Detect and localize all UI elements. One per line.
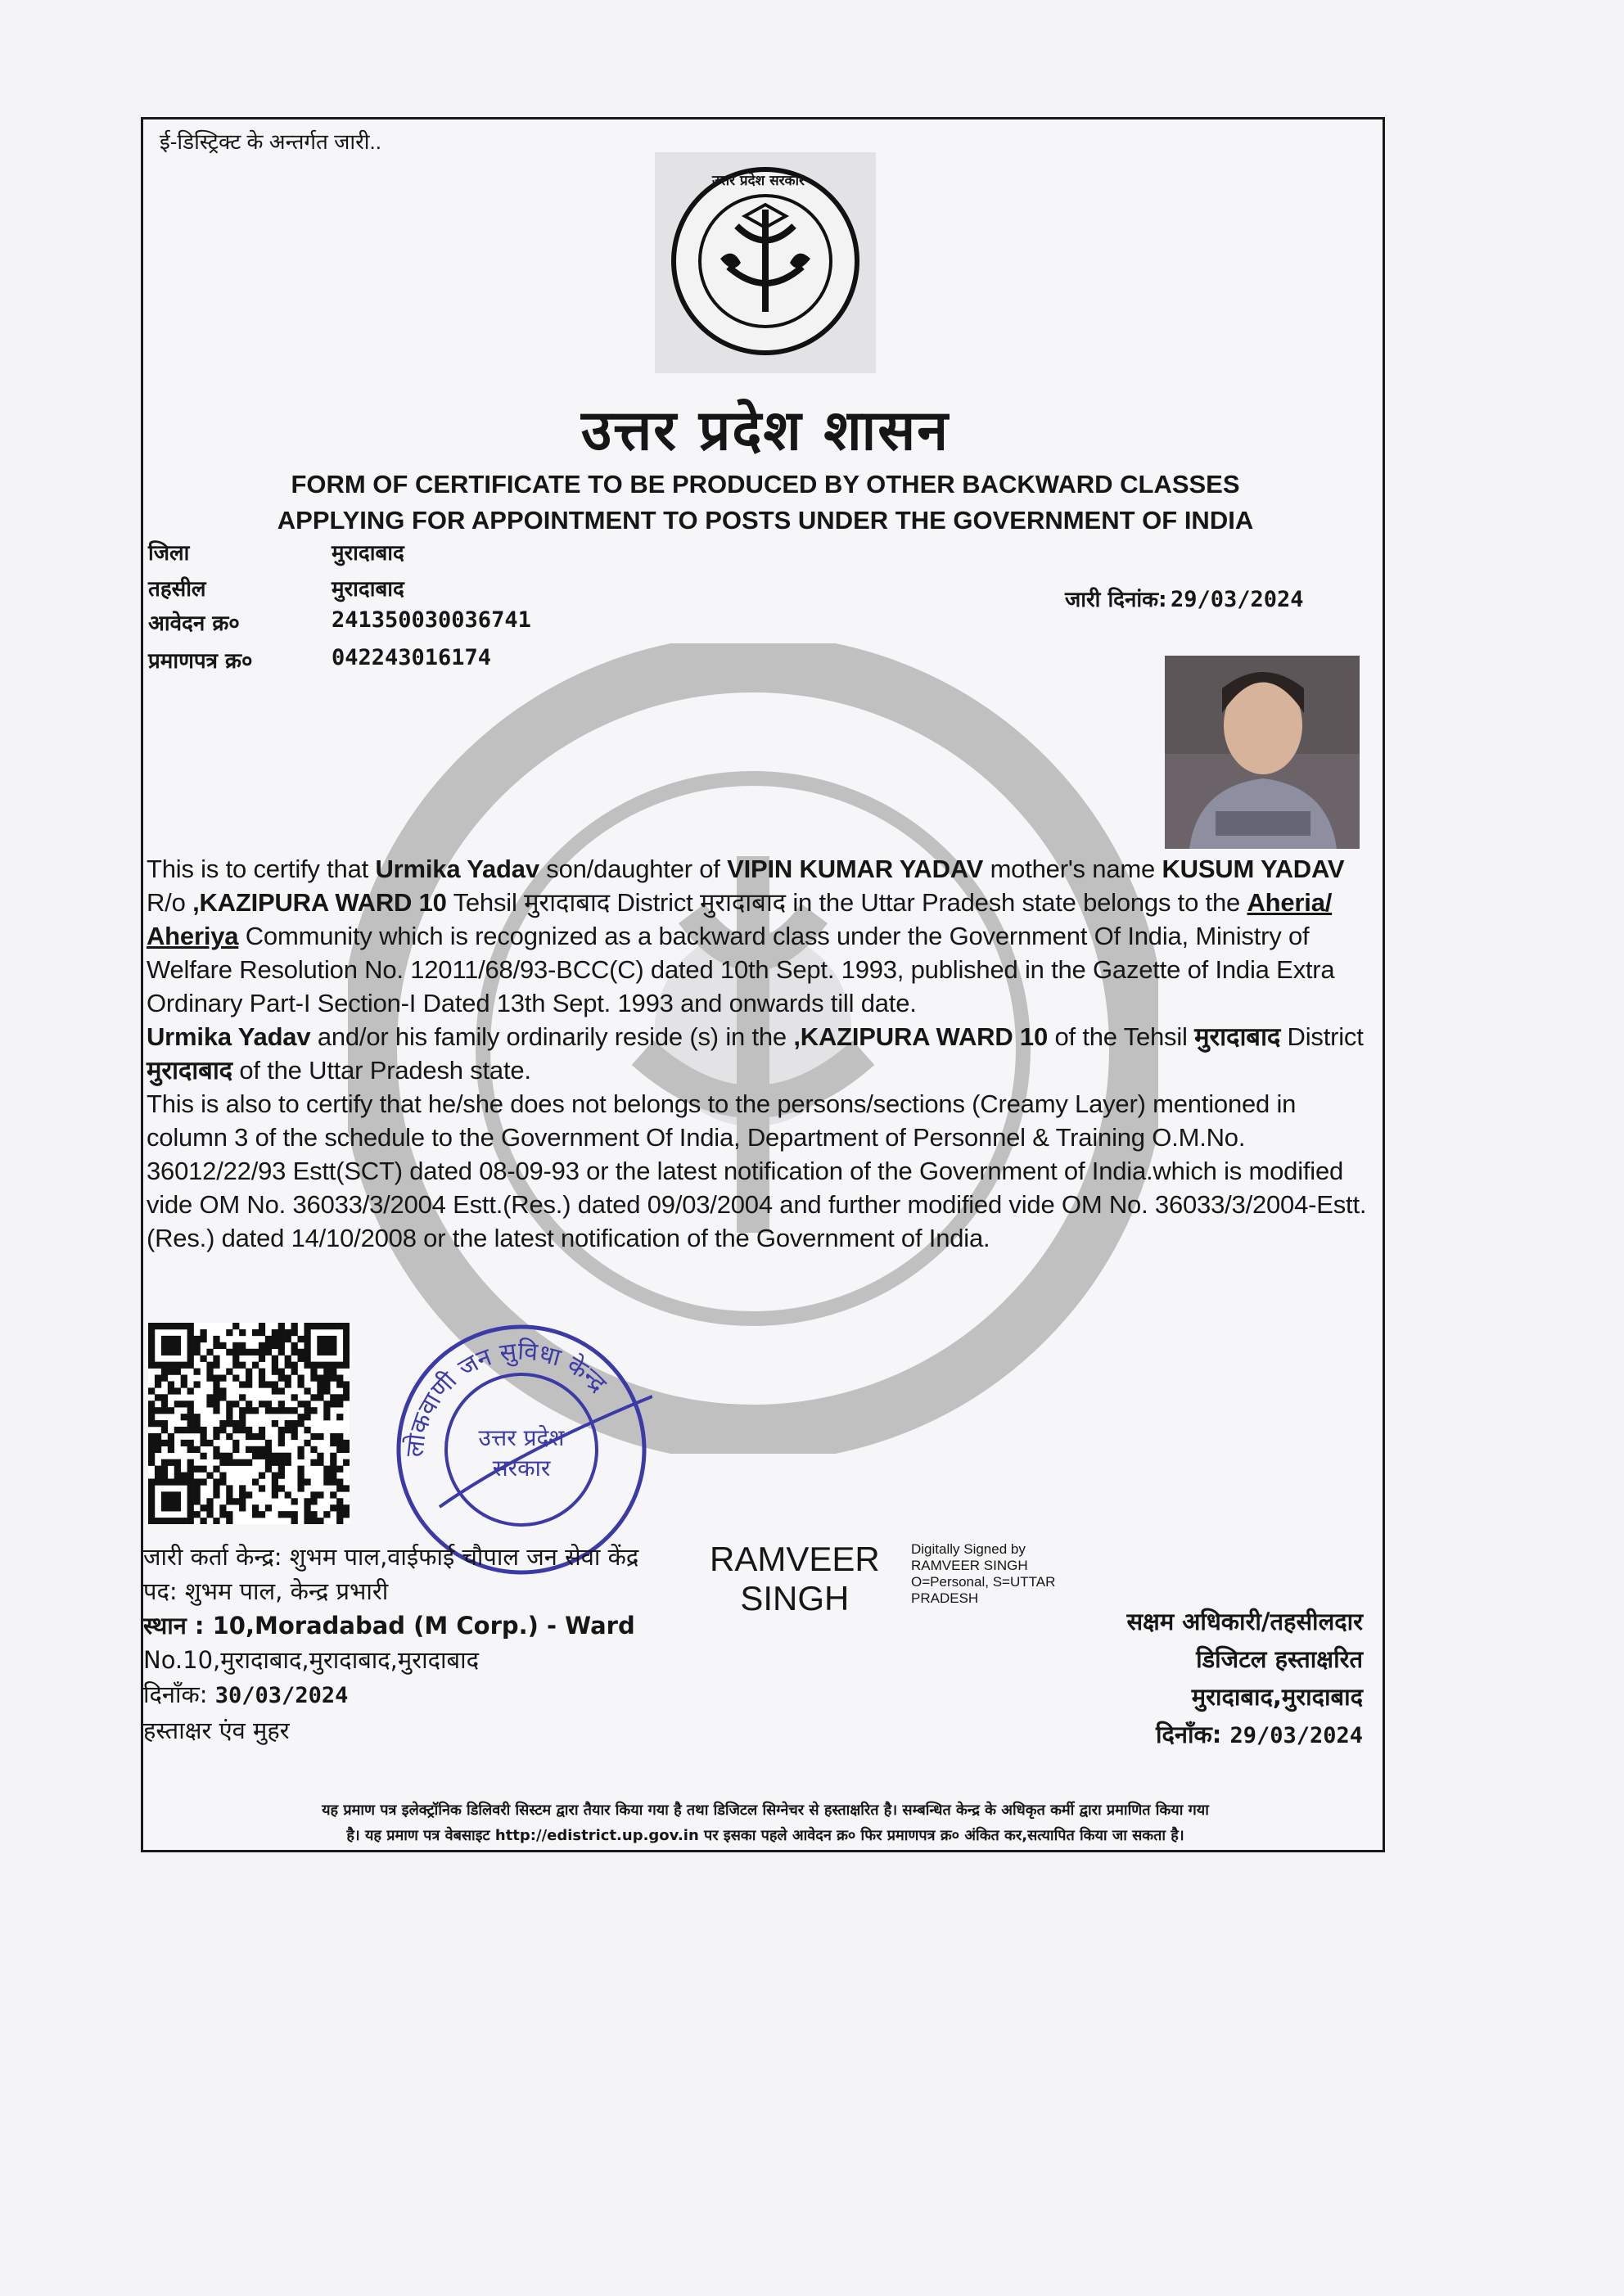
digital-signature-name: RAMVEER SINGH xyxy=(710,1540,880,1617)
tehsil-inline: मुरादाबाद xyxy=(524,888,611,917)
issue-date-label: जारी दिनांक: xyxy=(1065,588,1167,612)
body-paragraph-1: This is to certify that Urmika Yadav son/daughter of VIPIN KUMAR YADAV mother's name KUSUM YADAV R/o ,KAZIPURA WARD 10 Tehsil मुरादाबाद District मुरादाबाद in the Uttar Pradesh state belongs to the Aheria/ Aheriya Community which is recognized as a backward class under the Government Of India, Ministry of Welfare Resolution No. 12011/68/93-BCC(C) dated 10th Sept. 1993, published in the Gazette of India Extra Ordinary Part-I Section-I Dated 13th Sept. 1993 and onwards till date. xyxy=(147,855,1345,1017)
footer-line-1: यह प्रमाण पत्र इलेक्ट्रॉनिक डिलिवरी सिस्टम द्वारा तैयार किया गया है तथा डिजिटल सिग्नेचर से हस्ताक्षरित है। सम्बन्धित केन्द्र के अधिकृत कर्मी द्वारा प्रमाणित किया गया xyxy=(322,1802,1209,1819)
form-title-line2: APPLYING FOR APPOINTMENT TO POSTS UNDER THE GOVERNMENT OF INDIA xyxy=(277,506,1254,535)
authority-location: मुरादाबाद,मुरादाबाद xyxy=(1191,1683,1363,1711)
certificate-page xyxy=(141,117,1385,1852)
issuer-post: पद: शुभम पाल, केन्द्र प्रभारी xyxy=(143,1577,389,1605)
father-name: VIPIN KUMAR YADAV xyxy=(727,855,984,883)
form-title-line1: FORM OF CERTIFICATE TO BE PRODUCED BY OTHER BACKWARD CLASSES xyxy=(291,470,1240,498)
tehsil-label: तहसील xyxy=(148,577,206,602)
issuer-block xyxy=(143,1540,749,1748)
community-name: Aheria/ Aheriya xyxy=(147,888,1333,950)
district-value: मुरादाबाद xyxy=(332,541,404,566)
seal-inner-text-2: सरकार xyxy=(492,1455,551,1482)
tehsil-value: मुरादाबाद xyxy=(332,577,404,602)
certificate-no-label: प्रमाणपत्र क्र० xyxy=(148,649,253,674)
application-no-label: आवेदन क्र० xyxy=(148,611,240,636)
district-label: जिला xyxy=(148,541,190,566)
seal-outer-text: लोकवाणी जन सुविधा केन्द्र xyxy=(400,1337,612,1459)
authority-sign-type: डिजिटल हस्ताक्षरित xyxy=(1196,1645,1363,1673)
application-no-value: 241350030036741 xyxy=(332,607,531,633)
certificate-body xyxy=(147,852,1374,1255)
issue-date xyxy=(1065,584,1304,613)
emblem-container xyxy=(655,152,876,373)
body-paragraph-3: This is also to certify that he/she does not belongs to the persons/sections (Creamy Layer) mentioned in column 3 of the schedule to the Government Of India, Department of Personnel & Training O.M.No. 36012/22/93 Estt(SCT) dated 08-09-93 or the latest notification of the Government of India.which is modified vide OM No. 36033/3/2004 Estt.(Res.) dated 09/03/2004 and further modified vide OM No. 36033/3/2004-Estt. (Res.) dated 14/10/2008 or the latest notification of the Government of India. xyxy=(147,1089,1367,1252)
emblem-text: उत्तर प्रदेश सरकार xyxy=(712,173,805,189)
body-paragraph-2: Urmika Yadav and/or his family ordinarily reside (s) in the ,KAZIPURA WARD 10 of the Tehsil मुरादाबाद District मुरादाबाद of the Uttar Pradesh state. xyxy=(147,1022,1364,1085)
certificate-no-value: 042243016174 xyxy=(332,645,492,670)
applicant-photo xyxy=(1165,656,1360,849)
digital-signature-details: Digitally Signed by RAMVEER SINGH O=Personal, S=UTTAR PRADESH xyxy=(911,1541,1056,1606)
address: ,KAZIPURA WARD 10 xyxy=(192,888,447,917)
header-note: ई-डिस्ट्रिक्ट के अन्तर्गत जारी.. xyxy=(160,129,381,154)
seal-inner-text-1: उत्तर प्रदेश xyxy=(478,1424,565,1451)
district-inline: मुरादाबाद xyxy=(699,888,786,917)
page-title: उत्तर प्रदेश शासन xyxy=(580,399,950,463)
footer-note xyxy=(143,1798,1387,1848)
mother-name: KUSUM YADAV xyxy=(1162,855,1345,883)
issuer-date: दिनाँक: 30/03/2024 xyxy=(143,1680,349,1708)
issuer-place-line2: No.10,मुरादाबाद,मुरादाबाद,मुरादाबाद xyxy=(143,1646,479,1674)
issuer-date-value: 30/03/2024 xyxy=(214,1683,349,1708)
authority-block xyxy=(1027,1603,1363,1755)
authority-title: सक्षम अधिकारी/तहसीलदार xyxy=(1126,1608,1363,1635)
authority-date: दिनाँक: 29/03/2024 xyxy=(1155,1721,1363,1748)
issuer-place-line1: स्थान : 10,Moradabad (M Corp.) - Ward xyxy=(143,1612,635,1640)
issuer-center: जारी कर्ता केन्द्र: शुभम पाल,वाईफाई चौपाल जन सेवा केंद्र xyxy=(143,1543,639,1571)
qr-code[interactable] xyxy=(148,1323,350,1524)
footer-line-2: है। यह प्रमाण पत्र वेबसाइट http://edistrict.up.gov.in पर इसका पहले आवेदन क्र० फिर प्रमाणपत्र क्र० अंकित कर,सत्यापित किया जा सकता है। xyxy=(346,1827,1184,1844)
issue-date-value: 29/03/2024 xyxy=(1170,587,1304,612)
authority-date-value: 29/03/2024 xyxy=(1229,1723,1363,1748)
applicant-name: Urmika Yadav xyxy=(375,855,539,883)
issuer-sign-label: हस्ताक्षर एंव मुहर xyxy=(143,1716,290,1744)
